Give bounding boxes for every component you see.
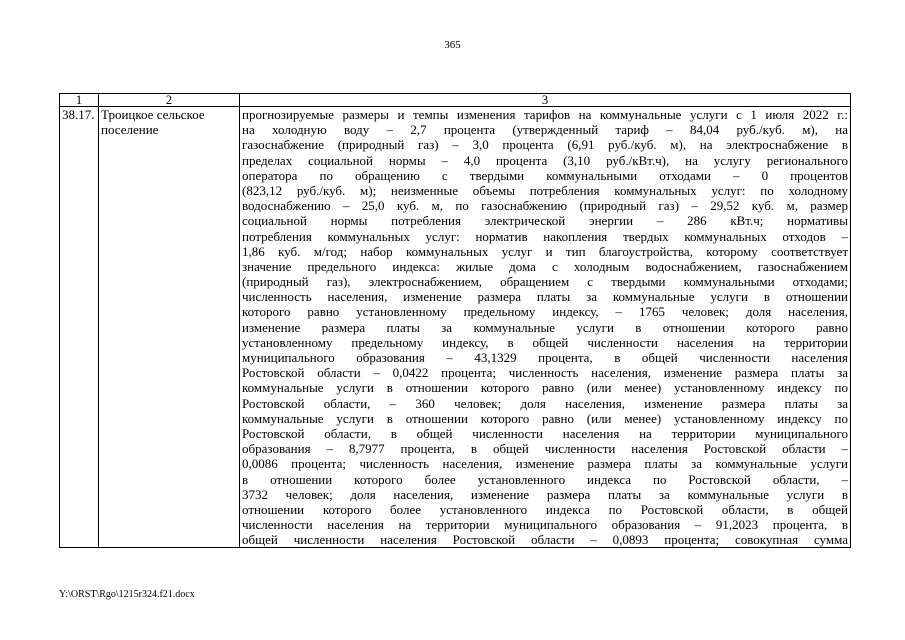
tariff-text-line: водоснабжению – 25,0 куб. м, по газоснабжению (природный газ) – 29,52 куб. м, размер [242,198,848,214]
tariff-text-line: изменение размера платы за коммунальные услуги в отношении которого равно [242,319,848,335]
tariff-text-line: газоснабжение (природный газ) – 3,0 процента (6,91 руб./куб. м), на электроснабжение в [242,137,848,153]
tariff-text-line: коммунальные услуги в отношении которого равно (или менее) установленному индексу по [242,410,848,426]
footer-file-path: Y:\ORST\Rgo\1215r324.f21.docx [59,589,195,600]
tariff-text-line: общей численности населения Ростовской области – 0,0893 процента; совокупная сумма [242,532,848,548]
row-number: 38.17. [60,107,99,548]
settlement-name [99,107,240,548]
tariff-text-line: в отношении которого более установленного индекса по Ростовской области, – [242,471,848,487]
settlement-name-line: Троицкое сельское [101,107,205,122]
tariff-description [240,107,851,548]
table-row [60,107,851,548]
tariff-text-line: 3732 человек; доля населения, изменение размера платы за коммунальные услуги в [242,486,848,502]
page-number: 365 [444,39,461,51]
tariff-text-line: образования – 8,7977 процента, в общей численности населения Ростовской области – [242,441,848,457]
tariff-text-line: значение предельного индекса: жилые дома с холодным водоснабжением, газоснабжением [242,258,848,274]
tariff-text-line: пределах социальной нормы – 4,0 процента (3,10 руб./кВт.ч), на услугу регионального [242,152,848,168]
tariff-text-line: отношении которого более установленного индекса по Ростовской области, в общей [242,501,848,517]
tariff-text-line: потребления коммунальных услуг: норматив накопления твердых коммунальных отходов – [242,228,848,244]
table-header-row [60,94,851,107]
tariff-text-line: Ростовской области – 0,0422 процента; численность населения, изменение размера платы за [242,365,848,381]
tariff-text-line: прогнозируемые размеры и темпы изменения тарифов на коммунальные услуги с 1 июля 2022 г.: [242,107,848,122]
header-col-3: 3 [240,94,851,107]
tariff-text-line: Ростовской области, – 360 человек; доля населения, изменение размера платы за [242,395,848,411]
tariff-text-line: на холодную воду – 2,7 процента (утвержденный тариф – 84,04 руб./куб. м), на [242,122,848,138]
tariff-text-line: которого равно установленному предельному индексу, – 1765 человек; доля населения, [242,304,848,320]
tariff-table [59,93,851,548]
tariff-text-line: 1,86 куб. м/год; набор коммунальных услуг и тип благоустройства, которому соответствует [242,243,848,259]
tariff-text-line: муниципального образования – 43,1329 процента, в общей численности населения [242,350,848,365]
tariff-text-line: оператора по обращению с твердыми коммунальными отходами – 0 процентов [242,167,848,183]
tariff-text-line: коммунальные услуги в отношении которого равно (или менее) установленному индексу по [242,380,848,396]
tariff-text-line: (природный газ), электроснабжением, обращением с твердыми коммунальными отходами; [242,274,848,290]
tariff-text-line: (823,12 руб./куб. м); неизменные объемы потребления коммунальных услуг: по холодному [242,182,848,198]
header-col-1: 1 [60,94,99,107]
tariff-text-line: установленному предельному индексу, в общей численности населения на территории [242,334,848,350]
tariff-text-line: Ростовской области, в общей численности населения на территории муниципального [242,425,848,441]
header-col-2: 2 [99,94,240,107]
tariff-text-line: численность населения, изменение размера платы за коммунальные услуги в отношении [242,289,848,305]
tariff-text-line: численности населения на территории муниципального образования – 91,2023 процента, в [242,517,848,533]
tariff-text-line: 0,0086 процента; численность населения, изменение размера платы за коммунальные услуги [242,456,848,472]
tariff-text-line: социальной нормы потребления электрической энергии – 286 кВт.ч; нормативы [242,213,848,229]
settlement-name-line: поселение [101,122,159,138]
